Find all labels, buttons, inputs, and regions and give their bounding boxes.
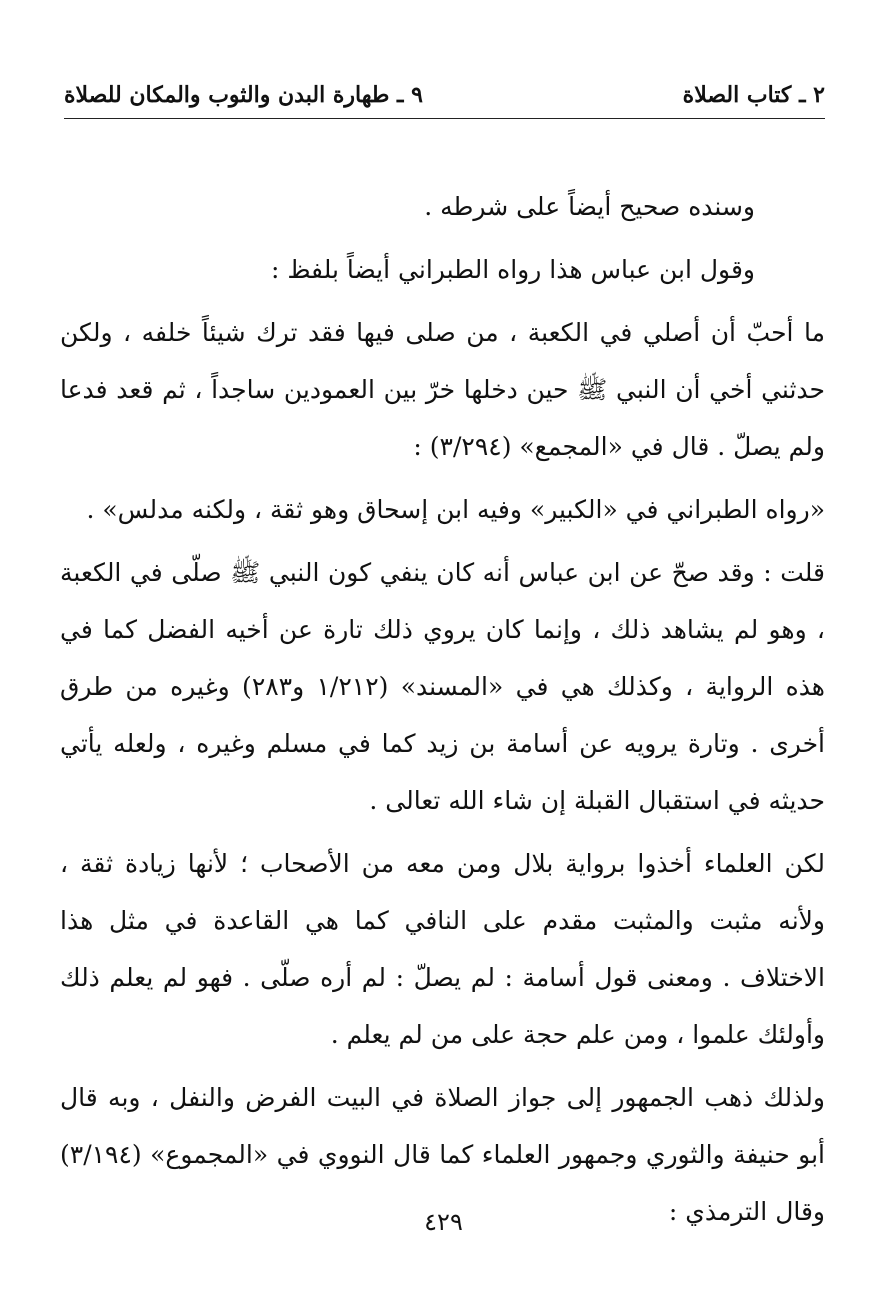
paragraph-1: وسنده صحيح أيضاً على شرطه . (424, 192, 755, 221)
page-number: ٤٢٩ (424, 1208, 463, 1236)
paragraph-scholars: لكن العلماء أخذوا برواية بلال ومن معه من الأصحاب ؛ لأنها زيادة ثقة ، ولأنه مثبت والمثبت مقدم على النافي كما هي القاعدة في مثل هذا الاختلاف . ومعنى قول أسامة : لم يصلّ : لم أره صلّى . فهو لم يعلم ذلك وأولئك علموا ، ومن علم حجة على من لم يعلم . (60, 849, 825, 1049)
quote-text: ما أحبّ أن أصلي في الكعبة ، من صلى فيها فقد ترك شيئاً خلفه ، ولكن حدثني أخي أن النبي ﷺ حين دخلها خرّ بين العمودين ساجداً ، ثم قعد فدعا ولم يصلّ . قال في «المجمع» (٣/٢٩٤) : (60, 318, 825, 461)
running-header (64, 78, 825, 119)
book-title: ٢ ـ كتاب الصلاة (682, 82, 825, 108)
page-body (60, 178, 825, 1246)
chapter-title: ٩ ـ طهارة البدن والثوب والمكان للصلاة (64, 82, 423, 108)
paragraph-majority: ولذلك ذهب الجمهور إلى جواز الصلاة في البيت الفرض والنفل ، وبه قال أبو حنيفة والثوري وجمهور العلماء كما قال النووي في «المجموع» (٣/١٩٤) وقال الترمذي : (60, 1083, 825, 1226)
quote-citation: «رواه الطبراني في «الكبير» وفيه ابن إسحاق وهو ثقة ، ولكنه مدلس» . (86, 495, 825, 524)
paragraph-2: وقول ابن عباس هذا رواه الطبراني أيضاً بلفظ : (270, 255, 755, 284)
paragraph-commentary: قلت : وقد صحّ عن ابن عباس أنه كان ينفي كون النبي ﷺ صلّى في الكعبة ، وهو لم يشاهد ذلك ، وإنما كان يروي ذلك تارة عن أخيه الفضل كما في هذه الرواية ، وكذلك هي في «المسند» (١/٢١٢ و٢٨٣) وغيره من طرق أخرى . وتارة يرويه عن أسامة بن زيد كما في مسلم وغيره ، ولعله يأتي حديثه في استقبال القبلة إن شاء الله تعالى . (60, 558, 825, 815)
